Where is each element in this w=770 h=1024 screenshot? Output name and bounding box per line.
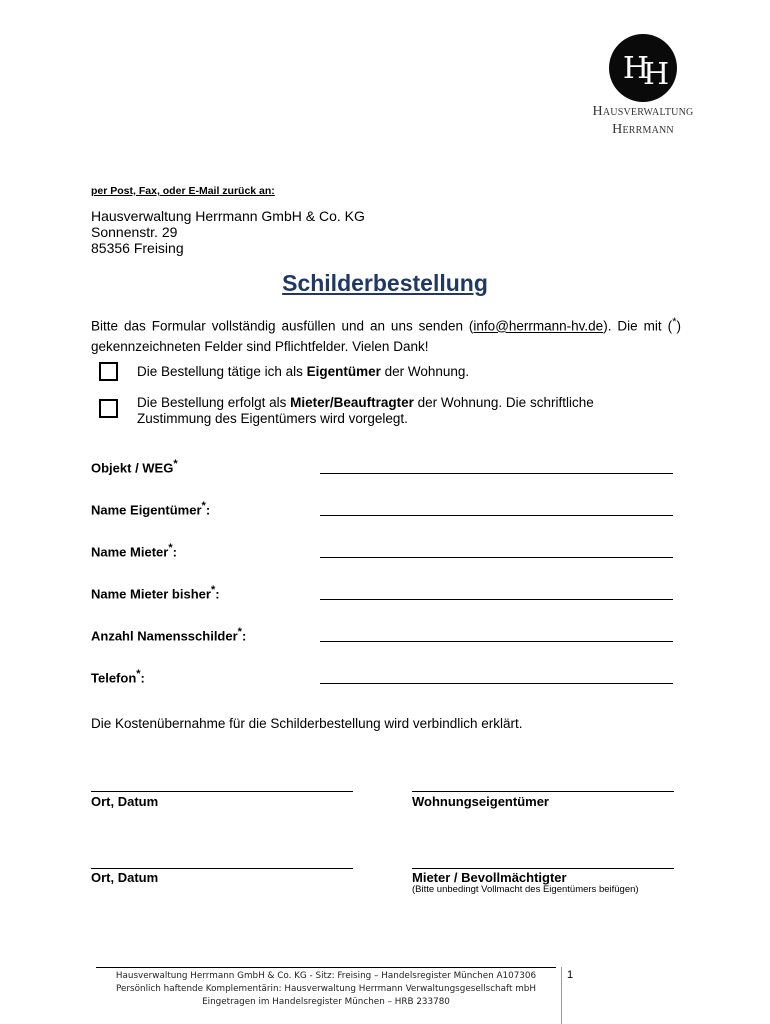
intro-part-2: ). Die mit ( <box>603 318 673 334</box>
signature-line-place-date-1[interactable] <box>91 779 353 792</box>
footer <box>96 970 556 1009</box>
address-line-1: Hausverwaltung Herrmann GmbH & Co. KG <box>91 208 365 224</box>
address-line-2: Sonnenstr. 29 <box>91 224 178 240</box>
intro-part-1: Bitte das Formular vollständig ausfüllen und an uns senden ( <box>91 318 474 334</box>
footer-line-2: Persönlich haftende Komplementärin: Hausverwaltung Herrmann Verwaltungsgesellschaft mbH <box>116 984 536 994</box>
field-mieter-text: Name Mieter <box>91 544 169 560</box>
option-owner-pre: Die Bestellung tätige ich als <box>137 364 307 379</box>
field-namensschilder-text: Anzahl Namensschilder <box>91 628 238 644</box>
field-label-mieter <box>91 542 177 559</box>
signature-label-owner: Wohnungseigentümer <box>412 794 549 809</box>
signature-note: (Bitte unbedingt Vollmacht des Eigentümers beifügen) <box>412 884 639 895</box>
intro-part-3: ) gekennzeichneten Felder sind Pflichtfelder. Vielen Dank! <box>91 318 681 354</box>
logo-line-2: Herrmann <box>612 122 674 137</box>
logo-line-1: Hausverwaltung <box>592 104 694 119</box>
signature-label-place-date-2: Ort, Datum <box>91 870 159 885</box>
field-label-telefon <box>91 668 145 685</box>
field-mieter-suffix: : <box>172 544 177 560</box>
field-input-mieter-bisher[interactable] <box>320 585 673 600</box>
signature-line-owner[interactable] <box>412 779 674 792</box>
footer-line-3: Eingetragen im Handelsregister München – HRB 233780 <box>202 997 450 1007</box>
option-tenant-label <box>137 395 637 427</box>
send-to-instruction: per Post, Fax, oder E-Mail zurück an: <box>91 185 275 197</box>
footer-vertical-divider <box>561 967 562 1024</box>
field-label-mieter-bisher <box>91 584 220 601</box>
field-mieter-bisher-suffix: : <box>215 586 220 602</box>
field-mieter-star: * <box>168 542 173 554</box>
address-line-3: 85356 Freising <box>91 240 184 256</box>
company-logo <box>609 34 677 102</box>
option-owner-label <box>137 364 657 380</box>
footer-line-1: Hausverwaltung Herrmann GmbH & Co. KG - Sitz: Freising – Handelsregister München A107306 <box>115 971 537 981</box>
field-input-eigentuemer[interactable] <box>320 501 673 516</box>
field-eigentuemer-text: Name Eigentümer <box>91 502 202 518</box>
field-label-eigentuemer <box>91 500 210 517</box>
field-telefon-suffix: : <box>140 670 145 686</box>
option-tenant-bold: Mieter/Beauftragter <box>290 395 414 410</box>
field-telefon-star: * <box>136 668 141 680</box>
footer-divider <box>96 967 556 968</box>
field-input-namensschilder[interactable] <box>320 627 673 642</box>
option-tenant-post: der Wohnung. Die schriftliche Zustimmung des Eigentümers wird vorgelegt. <box>137 395 594 426</box>
field-namensschilder-star: * <box>237 626 242 638</box>
field-label-namensschilder <box>91 626 246 643</box>
field-objekt-text: Objekt / WEG <box>91 460 174 476</box>
intro-star: * <box>672 316 677 328</box>
checkbox-owner[interactable] <box>99 362 118 381</box>
logo-initial-2: H <box>643 56 664 92</box>
signature-line-tenant[interactable] <box>412 856 674 869</box>
option-owner-bold: Eigentümer <box>306 364 381 379</box>
checkbox-tenant[interactable] <box>99 399 118 418</box>
option-tenant-pre: Die Bestellung erfolgt als <box>137 395 291 410</box>
field-eigentuemer-star: * <box>201 500 206 512</box>
email-link[interactable]: info@herrmann-hv.de <box>473 318 604 334</box>
field-mieter-bisher-text: Name Mieter bisher <box>91 586 211 602</box>
field-input-objekt[interactable] <box>320 459 673 474</box>
field-mieter-bisher-star: * <box>210 584 216 596</box>
signature-label-tenant: Mieter / Bevollmächtigter <box>412 870 567 885</box>
field-eigentuemer-suffix: : <box>205 502 211 518</box>
field-input-telefon[interactable] <box>320 669 673 684</box>
option-owner-post: der Wohnung. <box>380 364 470 379</box>
field-namensschilder-suffix: : <box>241 628 247 644</box>
field-telefon-text: Telefon <box>91 670 137 686</box>
page-title: Schilderbestellung <box>282 270 488 296</box>
field-label-objekt <box>91 458 178 475</box>
signature-label-place-date-1: Ort, Datum <box>91 794 159 809</box>
cost-statement: Die Kostenübernahme für die Schilderbestellung wird verbindlich erklärt. <box>91 716 523 731</box>
field-input-mieter[interactable] <box>320 543 673 558</box>
logo-initial-1: H <box>622 50 643 86</box>
page-number: 1 <box>567 969 574 981</box>
field-objekt-star: * <box>173 458 178 470</box>
signature-line-place-date-2[interactable] <box>91 856 353 869</box>
intro-text <box>91 312 681 357</box>
